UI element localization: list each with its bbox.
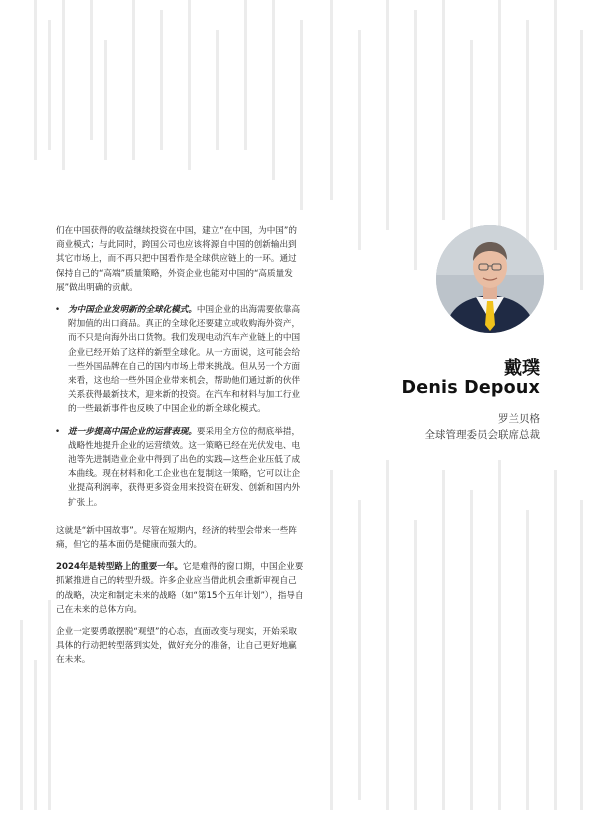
bullet-text: 中国企业的出海需要依靠高附加值的出口商品。真正的全球化还要建立或收购海外资产，而不只是向海外出口货物。我们发现电动汽车产业链上的中国企业已经开始了这样的新型全球化。从一方面说，这可能会给一些外国品牌在自己的国内市场上带来挑战。但从另一个方面来看，这也给一些外国企业带来机会，帮助他们通过新的伙伴关系获得最新技术，迎来新的投资。在汽车和材料与加工行业的一些最新事件也反映了中国企业的新全球化模式。 [68, 305, 301, 415]
year-text: 它是难得的窗口期，中国企业要抓紧推进自己的转型升级。许多企业应当借此机会重新审视自己的战略，决定和制定未来的战略（如“第15个五年计划”），指导自己在未来的总体方向。 [56, 562, 304, 615]
author-name-chinese: 戴璞 [504, 358, 540, 379]
portrait-illustration [436, 225, 544, 333]
closing-paragraph: 企业一定要勇敢摆脱“观望”的心态，直面改变与现实，开始采取具体的行动把转型落到实处，做好充分的准备，让自己更好地赢在未来。 [56, 627, 297, 666]
bullet-heading: 为中国企业发明新的全球化模式。 [68, 305, 197, 316]
article-body [56, 224, 304, 676]
year-paragraph [56, 560, 304, 617]
author-title: 全球管理委员会联席总裁 [424, 429, 540, 441]
author-portrait [436, 225, 544, 333]
story-paragraph: 这就是“新中国故事”。尽管在短期内，经济的转型会带来一些阵痛，但它的基本面仍是健康而强大的。 [56, 525, 297, 551]
bullet-list [56, 303, 304, 510]
bullet-item-globalization [56, 303, 304, 417]
author-role [425, 411, 541, 443]
year-heading: 2024年是转型路上的重要一年。 [56, 562, 184, 573]
bullet-marker: • [55, 426, 61, 437]
bullet-text: 要采用全方位的彻底举措，战略性地提升企业的运营绩效。这一策略已经在光伏发电、电池等先进制造业企业中得到了出色的实践—这些企业压低了成本曲线。现在材料和化工企业也在复制这一策略，它可以让企业提高利润率，获得更多资金用来投资在研发、创新和国内外扩张上。 [68, 426, 301, 508]
author-company: 罗兰贝格 [498, 413, 540, 425]
intro-paragraph: 们在中国获得的收益继续投资在中国，建立“在中国，为中国”的商业模式；与此同时，跨国公司也应该将源自中国的创新输出到其它市场上，而不再只把中国看作是全球供应链上的一环。通过保持自己的“高端”质量策略，外资企业也能对中国的“高质量发展”做出明确的贡献。 [56, 226, 297, 293]
bullet-heading: 进一步提高中国企业的运营表现。 [68, 426, 197, 437]
bullet-marker: • [55, 305, 61, 316]
closing-section [56, 524, 304, 668]
bullet-item-operations [56, 425, 304, 510]
author-name-english: Denis Depoux [401, 378, 540, 398]
